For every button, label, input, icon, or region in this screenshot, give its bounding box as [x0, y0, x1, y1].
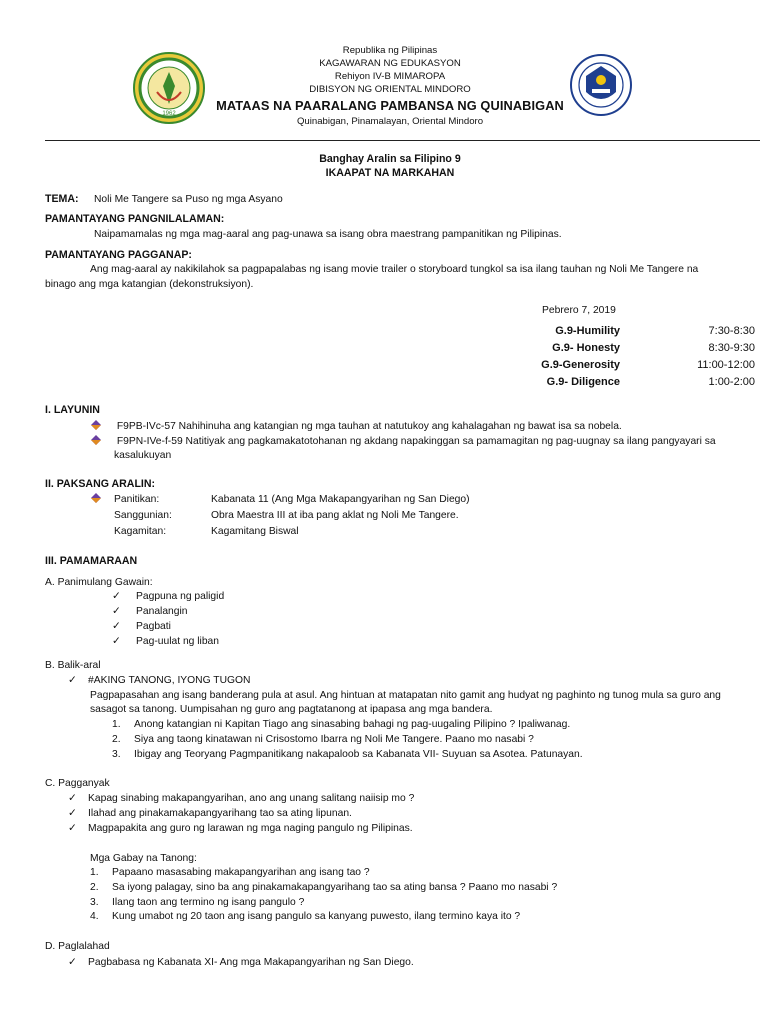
- schedule-table: [510, 325, 755, 393]
- balik-aral-text-line1: Pagpapasahan ang isang banderang pula at asul. Ang hintuan at matapatan nito gamit ang hudyat ng paghinto ng tunog mula sa guro ang: [90, 690, 721, 701]
- check-item: ✓ Pag-uulat ng liban: [112, 636, 220, 647]
- numbered-item: 2. Siya ang taong kinatawan ni Crisostomo Ibarra ng Noli Me Tangere. Paano mo nasabi ?: [112, 734, 534, 745]
- numbered-item: 2. Sa iyong palagay, sino ba ang pinakamakapangyarihang tao sa ating bansa ? Paano mo nasabi ?: [90, 882, 558, 893]
- paksa-key: Sanggunian:: [114, 510, 172, 521]
- check-icon: ✓: [112, 621, 121, 632]
- layunin-item: F9PB-IVc-57 Nahihinuha ang katangian ng mga tauhan at natutukoy ang kahalagahan ng bawat isa sa nobela.: [90, 420, 622, 434]
- paksa-value: Kabanata 11 (Ang Mga Makapangyarihan ng San Diego): [211, 494, 470, 505]
- tema-value: Noli Me Tangere sa Puso ng mga Asyano: [94, 194, 283, 205]
- check-item: ✓ Magpapakita ang guro ng larawan ng mga naging pangulo ng Pilipinas.: [68, 823, 413, 834]
- diamond-bullet-icon: [90, 493, 102, 503]
- pagganyak-label: C. Pagganyak: [45, 778, 110, 789]
- pagganap-text-line2: binago ang mga katangian (dekonstruksiyon).: [45, 279, 254, 290]
- check-icon: ✓: [112, 636, 121, 647]
- paksa-value: Kagamitang Biswal: [211, 526, 299, 537]
- schedule-time: 8:30-9:30: [708, 342, 755, 354]
- check-item: ✓ Panalangin: [112, 606, 188, 617]
- schedule-section: G.9- Honesty: [552, 342, 620, 354]
- paglalahad-label: D. Paglalahad: [45, 941, 110, 952]
- check-icon: ✓: [112, 606, 121, 617]
- numbered-item: 1. Papaano masasabing makapangyarihan ang isang tao ?: [90, 867, 370, 878]
- paksa-key: Panitikan:: [114, 494, 160, 505]
- header-divider: [45, 140, 760, 141]
- diamond-bullet-icon: [90, 420, 102, 430]
- pagganap-text-line1: Ang mag-aaral ay nakikilahok sa pagpapalabas ng isang movie trailer o storyboard tungkol sa isa ilang tauhan ng Noli Me Tangere na: [90, 264, 699, 275]
- lesson-title: Banghay Aralin sa Filipino 9: [319, 153, 461, 165]
- check-item: ✓ Pagbati: [112, 621, 171, 632]
- gabay-label: Mga Gabay na Tanong:: [90, 853, 197, 864]
- layunin-label: I. LAYUNIN: [45, 404, 100, 416]
- header-dibisyon: DIBISYON NG ORIENTAL MINDORO: [309, 84, 471, 95]
- paksa-key: Kagamitan:: [114, 526, 167, 537]
- diamond-bullet-icon: [90, 435, 102, 445]
- lesson-date: Pebrero 7, 2019: [542, 305, 616, 316]
- numbered-item: 3. Ilang taon ang termino ng isang pangulo ?: [90, 897, 305, 908]
- school-seal-logo: [133, 52, 205, 124]
- header-rehiyon: Rehiyon IV-B MIMAROPA: [334, 71, 446, 82]
- check-item: ✓ Ilahad ang pinakamakapangyarihang tao sa ating lipunan.: [68, 808, 352, 819]
- quarter-title: IKAAPAT NA MARKAHAN: [325, 167, 455, 179]
- school-address: Quinabigan, Pinamalayan, Oriental Mindoro: [296, 116, 484, 127]
- check-item: ✓ Pagpuna ng paligid: [112, 591, 225, 602]
- tema-label: TEMA:: [45, 193, 79, 205]
- check-item: ✓ Kapag sinabing makapangyarihan, ano ang unang salitang naiisip mo ?: [68, 793, 415, 804]
- header-kagawaran: KAGAWARAN NG EDUKASYON: [319, 58, 461, 69]
- pangnilalaman-text: Naipamamalas ng mga mag-aaral ang pag-unawa sa isang obra maestrang pampanitikan ng Pilipinas.: [94, 229, 562, 240]
- school-name: MATAAS NA PAARALANG PAMBANSA NG QUINABIGAN: [216, 98, 564, 113]
- schedule-time: 11:00-12:00: [697, 359, 755, 371]
- numbered-item: 3. Ibigay ang Teoryang Pagmpanitikang nakapaloob sa Kabanata VII- Suyuan sa Asotea. Patunayan.: [112, 749, 583, 760]
- balik-aral-text-line2: sasagot sa tanong. Uumpisahan ng guro ang pagtatanong at ipapasa ang mga bandera.: [90, 704, 493, 715]
- check-icon: ✓: [68, 675, 77, 686]
- check-icon: ✓: [68, 823, 77, 834]
- check-item: ✓ #AKING TANONG, IYONG TUGON: [68, 675, 251, 686]
- check-icon: ✓: [68, 957, 77, 968]
- svg-text:1962: 1962: [162, 111, 176, 117]
- numbered-item: 1. Anong katangian ni Kapitan Tiago ang sinasabing bahagi ng pag-uugaling Pilipino ? Ipaliwanag.: [112, 719, 571, 730]
- balik-aral-label: B. Balik-aral: [45, 660, 101, 671]
- paksa-value: Obra Maestra III at iba pang aklat ng Noli Me Tangere.: [211, 510, 459, 521]
- layunin-item-continuation: kasalukuyan: [114, 450, 172, 461]
- schedule-time: 1:00-2:00: [708, 376, 755, 388]
- paksa-row: [90, 493, 102, 507]
- schedule-section: G.9-Generosity: [541, 359, 620, 371]
- check-icon: ✓: [112, 591, 121, 602]
- pagganap-label: PAMANTAYANG PAGGANAP:: [45, 249, 192, 261]
- pangnilalaman-label: PAMANTAYANG PANGNILALAMAN:: [45, 213, 225, 225]
- layunin-item: F9PN-IVe-f-59 Natitiyak ang pagkamakatotohanan ng akdang napakinggan sa pamamagitan ng pag-uugnay sa ilang pangyayari sa: [90, 435, 716, 449]
- header-republika: Republika ng Pilipinas: [342, 45, 438, 56]
- schedule-time: 7:30-8:30: [708, 325, 755, 337]
- pamamaraan-label: III. PAMAMARAAN: [45, 555, 138, 567]
- check-icon: ✓: [68, 808, 77, 819]
- schedule-section: G.9- Diligence: [546, 376, 620, 388]
- schedule-section: G.9-Humility: [555, 325, 620, 337]
- check-icon: ✓: [68, 793, 77, 804]
- panimulang-label: A. Panimulang Gawain:: [45, 577, 153, 588]
- paksa-label: II. PAKSANG ARALIN:: [45, 478, 156, 490]
- numbered-item: 4. Kung umabot ng 20 taon ang isang pangulo sa kanyang puwesto, ilang termino kaya ito ?: [90, 911, 521, 922]
- check-item: ✓ Pagbabasa ng Kabanata XI- Ang mga Makapangyarihan ng San Diego.: [68, 957, 414, 968]
